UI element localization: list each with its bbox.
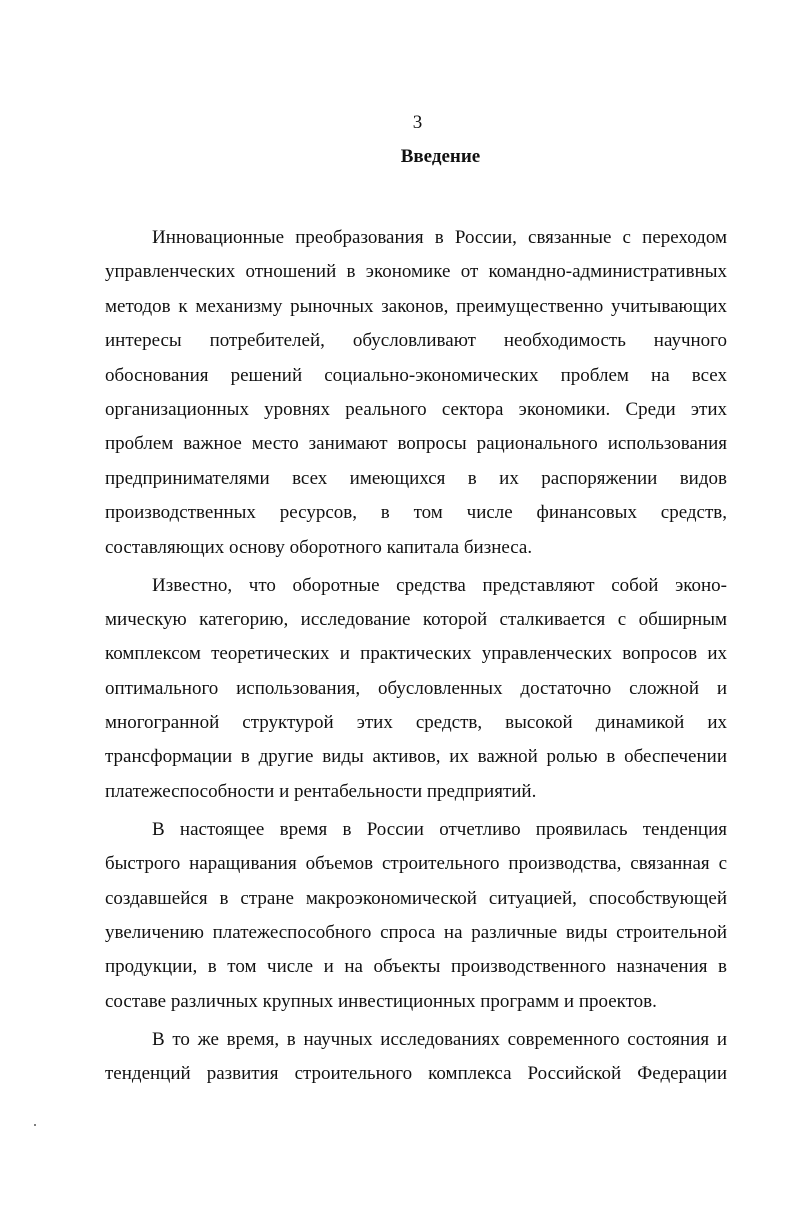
text-line: Инновационные преобразования в России, связанные с переходом [152, 227, 727, 248]
text-line: предпринимателями всех имеющихся в их распоряжении видов [105, 467, 727, 489]
text-line: интересы потребителей, обусловливают необходимость научного [105, 330, 727, 352]
body-text [105, 221, 727, 1092]
text-line: трансформации в другие виды активов, их важной ролью в обеспечении [105, 746, 727, 768]
paragraph-4 [105, 1023, 727, 1092]
section-title: Введение [400, 146, 481, 167]
text-line: платежеспособности и рентабельности предприятий. [105, 780, 537, 802]
text-line: В то же время, в научных исследованиях современного состояния и [152, 1028, 727, 1050]
text-line: увеличению платежеспособного спроса на различные виды строительной [105, 922, 727, 943]
paragraph-2 [105, 569, 727, 810]
text-line: Известно, что оборотные средства представляют собой эконо- [152, 574, 727, 596]
text-line: методов к механизму рыночных законов, преимущественно учитывающих [105, 295, 727, 317]
text-line: мическую категорию, исследование которой сталкивается с обширным [105, 608, 727, 630]
paragraph-3 [105, 813, 727, 1019]
text-line: составе различных крупных инвестиционных программ и проектов. [105, 990, 657, 1012]
text-line: проблем важное место занимают вопросы рационального использования [105, 433, 727, 455]
text-line: В настоящее время в России отчетливо проявилась тенденция [152, 818, 727, 840]
scan-speck [34, 1124, 36, 1126]
text-line: оптимального использования, обусловленных достаточно сложной и [105, 677, 727, 699]
text-line: организационных уровнях реального сектора экономики. Среди этих [105, 398, 727, 420]
text-line: управленческих отношений в экономике от командно-административных [105, 261, 727, 283]
text-line: создавшейся в стране макроэкономической ситуацией, способствующей [105, 887, 727, 909]
text-line: составляющих основу оборотного капитала бизнеса. [105, 536, 533, 558]
text-line: многогранной структурой этих средств, высокой динамикой их [105, 712, 727, 734]
text-line: быстрого наращивания объемов строительного производства, связанная с [105, 853, 727, 875]
text-line: производственных ресурсов, в том числе финансовых средств, [105, 502, 727, 524]
text-line: продукции, в том числе и на объекты производственного назначения в [105, 956, 727, 978]
text-line: комплексом теоретических и практических управленческих вопросов их [105, 643, 727, 665]
paragraph-1 [105, 221, 727, 565]
text-line: тенденций развития строительного комплекса Российской Федерации [105, 1063, 727, 1085]
text-line: обоснования решений социально-экономических проблем на всех [105, 364, 727, 386]
page-number: 3 [412, 112, 423, 133]
